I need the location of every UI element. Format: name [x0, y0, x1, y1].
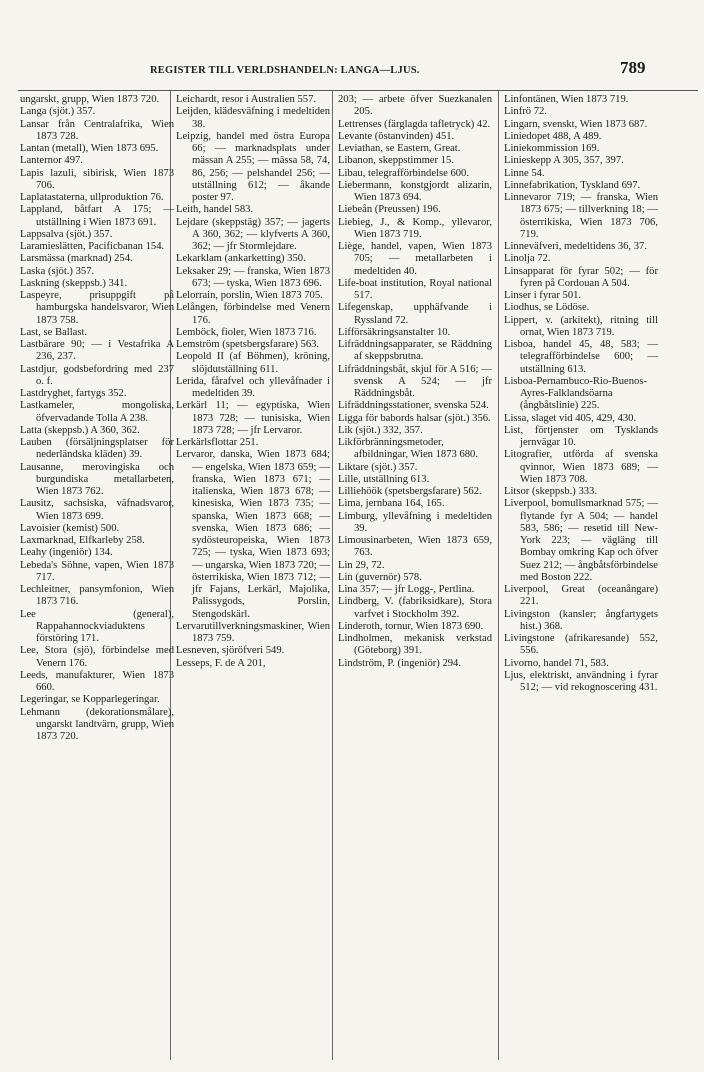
- index-entry: Lindholmen, mekanisk verkstad (Göteborg) 391.: [338, 633, 492, 657]
- page-number: 789: [620, 58, 646, 77]
- index-entry: Libau, telegrafförbindelse 600.: [338, 167, 470, 179]
- index-entry: Lanternor 497.: [20, 155, 83, 167]
- index-entry: Linser i fyrar 501.: [504, 290, 582, 301]
- index-entry: Laramieslätten, Pacificbanan 154.: [20, 241, 165, 252]
- index-entry: Lemström (spetsbergsfarare) 563.: [176, 339, 320, 350]
- index-entry: Liebermann, konstgjordt alizarin, Wien 1873 694.: [338, 179, 492, 203]
- index-entry: Lettrenses (färglagda tafletryck) 42.: [338, 118, 491, 130]
- index-entry: Lavoisier (kemist) 500.: [20, 522, 120, 534]
- index-entry: Laxmarknad, Elfkarleby 258.: [20, 535, 145, 546]
- index-entry: Lippert, v. (arkitekt), ritning till ornat, Wien 1873 719.: [504, 314, 658, 338]
- index-entry: Linsapparat för fyrar 502; — för fyren på Cordouan A 504.: [504, 265, 658, 289]
- column-rule: [332, 90, 333, 1060]
- index-entry: Lisboa-Pernambuco-Rio-Buenos-Ayres-Falklandsöarna (ångbåtslinie) 225.: [504, 375, 647, 412]
- index-entry: Latta (skeppsb.) A 360, 362.: [20, 424, 140, 436]
- index-entry: Laskning (skeppsb.) 341.: [20, 277, 128, 289]
- index-entry: Laska (sjöt.) 357.: [20, 265, 95, 277]
- index-entry: Lima, jernbana 164, 165.: [338, 498, 445, 510]
- index-entry: Lina 357; — jfr Logg-, Pertlina.: [338, 584, 475, 595]
- index-entry: Leith, handel 583.: [176, 204, 254, 216]
- index-entry: Livingston (kansler; ångfartygets hist.) 368.: [504, 608, 658, 632]
- index-entry: Leeds, manufakturer, Wien 1873 660.: [20, 669, 174, 693]
- index-column-2: [176, 94, 330, 670]
- index-entry: Laplatastaterna, ullproduktion 76.: [20, 192, 164, 203]
- index-entry: Liebeån (Preussen) 196.: [338, 204, 441, 216]
- index-entry: Liodhus, se Lödöse.: [504, 302, 590, 314]
- index-column-1: [20, 94, 174, 743]
- index-entry: Leipzig, handel med östra Europa 66; — marknadsplats under mässan A 255; — mässa 58, 74, 86, 256; — pelshandel 256; — utställning 612; — åkande poster 97.: [176, 130, 330, 203]
- index-entry: Linieskepp A 305, 357, 397.: [504, 155, 624, 167]
- index-entry: Lervarutillverkningsmaskiner, Wien 1873 759.: [176, 620, 330, 644]
- index-entry: Lansar från Centralafrika, Wien 1873 728.: [20, 118, 174, 142]
- index-entry: Liebieg, J., & Komp., yllevaror, Wien 1873 719.: [338, 216, 492, 240]
- index-entry: Likförbränningsmetoder, afbildningar, Wien 1873 680.: [338, 437, 478, 461]
- index-entry: Liverpool, Great (oceanångare) 221.: [504, 584, 658, 608]
- index-entry: Lappsalva (sjöt.) 357.: [20, 228, 113, 240]
- index-entry: Lissa, slaget vid 405, 429, 430.: [504, 412, 637, 424]
- index-entry: Liverpool, bomullsmarknad 575; — flytande fyr A 504; — handel 583, 586; — resetid till New-York 223; — vägläng till Bombay omkring Kap och öfver Suez 212; — ångbåtsförbindelse med Boston 222.: [504, 498, 658, 583]
- index-column-4: [504, 94, 658, 694]
- header-rule: [18, 90, 698, 91]
- column-rule: [498, 90, 499, 1060]
- index-entry: Lik (sjöt.) 332, 357.: [338, 424, 423, 436]
- index-entry: Liège, handel, vapen, Wien 1873 705; — metallarbeten i medeltiden 40.: [338, 241, 492, 277]
- index-column-3: [338, 94, 492, 670]
- index-entry: Linne 54.: [504, 167, 545, 179]
- index-entry: Linderoth, tornur, Wien 1873 690.: [338, 620, 484, 632]
- index-entry: Lindberg, V. (fabriksidkare), Stora varfvet i Stockholm 392.: [338, 596, 492, 620]
- index-entry: Linnefabrikation, Tyskland 697.: [504, 179, 641, 191]
- index-entry: Last, se Ballast.: [20, 326, 88, 338]
- index-entry: Lindström, P. (ingeniör) 294.: [338, 657, 461, 669]
- index-entry: Lin 29, 72.: [338, 559, 385, 571]
- index-entry: List, förtjenster om Tysklands jernvägar 10.: [504, 424, 658, 448]
- index-entry: Lifräddningsstationer, svenska 524.: [338, 400, 489, 412]
- index-entry: Lerkärl 11; — egyptiska, Wien 1873 728; — tunisiska, Wien 1873 728; — jfr Lervaror.: [176, 400, 330, 436]
- index-entry: 203; — arbete öfver Suezkanalen 205.: [338, 94, 492, 118]
- index-entry: Linnevaror 719; — franska, Wien 1873 675; — tillverkning 18; — österrikiska, Wien 1873 706, 719.: [504, 192, 658, 240]
- index-entry: Linolja 72.: [504, 253, 551, 265]
- running-head: REGISTER TILL VERLDSHANDELN: LANGA—LJUS.: [150, 65, 420, 76]
- index-entry: Lastdryghet, fartygs 352.: [20, 388, 127, 399]
- index-entry: Lekarklam (ankarketting) 350.: [176, 253, 306, 265]
- index-entry: Lastbärare 90; — i Vestafrika A 236, 237.: [20, 339, 174, 363]
- index-entry: Livorno, handel 71, 583.: [504, 657, 609, 669]
- index-entry: Lastkameler, mongoliska, öfvervadande Tolla A 238.: [20, 400, 174, 424]
- index-entry: Lauben (försäljningsplatser för nederländska kläden) 39.: [20, 437, 174, 461]
- index-entry: Litsor (skeppsb.) 333.: [504, 486, 597, 497]
- index-entry: Limburg, yllevåfning i medeltiden 39.: [338, 510, 492, 534]
- index-entry: Linfontänen, Wien 1873 719.: [504, 94, 629, 105]
- index-entry: Levante (östanvinden) 451.: [338, 130, 455, 142]
- index-entry: Lausanne, merovingiska och burgundiska metallarbeten, Wien 1873 762.: [20, 461, 174, 497]
- index-entry: Lee (general), Rappahannockviaduktens förstöring 171.: [20, 608, 174, 644]
- index-entry: Lisboa, handel 45, 48, 583; — telegrafförbindelse 600; — utställning 613.: [504, 339, 658, 375]
- index-entry: Lifegenskap, upphäfvande i Ryssland 72.: [338, 302, 492, 326]
- index-entry: Liniekommission 169.: [504, 143, 600, 154]
- index-entry: Lehmann (dekorationsmålare), ungarskt landtvärn, grupp, Wien 1873 720.: [20, 706, 174, 742]
- index-entry: Lifräddningsapparater, se Räddning af skeppsbrutna.: [338, 339, 492, 363]
- index-entry: Liniedopet 488, A 489.: [504, 130, 602, 142]
- index-entry: Lille, utställning 613.: [338, 473, 430, 485]
- index-entry: Litografier, utförda af svenska qvinnor, Wien 1873 689; — Wien 1873 708.: [504, 449, 658, 485]
- index-entry: Livingstone (afrikaresande) 552, 556.: [504, 633, 658, 657]
- index-entry: ungarskt, grupp, Wien 1873 720.: [20, 94, 160, 105]
- index-entry: Langa (sjöt.) 357.: [20, 106, 96, 118]
- index-entry: Linfrö 72.: [504, 106, 547, 118]
- index-entry: Lappland, båtfart A 175; — utställning i Wien 1873 691.: [20, 204, 174, 228]
- index-entry: Lerida, fårafvel och yllevåfnader i medeltiden 39.: [176, 375, 330, 399]
- page-header: [0, 58, 704, 84]
- index-entry: Limousinarbeten, Wien 1873 659, 763.: [338, 535, 492, 559]
- index-entry: Lapis lazuli, sibirisk, Wien 1873 706.: [20, 167, 174, 191]
- index-entry: Lechleitner, pansymfonion, Wien 1873 716.: [20, 584, 174, 608]
- index-entry: Lelången, förbindelse med Venern 176.: [176, 302, 330, 326]
- index-entry: Life-boat institution, Royal national 517.: [338, 277, 492, 301]
- index-entry: Lemböck, fioler, Wien 1873 716.: [176, 326, 317, 338]
- index-entry: Lesneven, sjöröfveri 549.: [176, 645, 285, 657]
- index-columns: [18, 90, 698, 1065]
- index-entry: Lejdare (skeppstäg) 357; — jagerts A 360, 362; — klyfverts A 360, 362; — jfr Stormlejdare.: [176, 216, 330, 252]
- index-entry: Legeringar, se Kopparlegeringar.: [20, 694, 160, 706]
- index-entry: Lantan (metall), Wien 1873 695.: [20, 143, 159, 154]
- index-entry: Leahy (ingeniör) 134.: [20, 547, 113, 559]
- index-entry: Leksaker 29; — franska, Wien 1873 673; — tyska, Wien 1873 696.: [176, 265, 330, 289]
- index-entry: Libanon, skeppstimmer 15.: [338, 155, 454, 167]
- index-entry: Lesseps, F. de A 201,: [176, 657, 266, 669]
- index-entry: Lebeda's Söhne, vapen, Wien 1873 717.: [20, 559, 174, 583]
- index-entry: Lerkärlsflottar 251.: [176, 437, 259, 448]
- index-entry: Leijden, klädesväfning i medeltiden 38.: [176, 106, 330, 130]
- index-entry: Linneväfveri, medeltidens 36, 37.: [504, 241, 647, 252]
- index-entry: Laspeyre, prisuppgift på hamburgska handelsvaror, Wien 1873 758.: [20, 290, 174, 326]
- index-entry: Lin (guvernör) 578.: [338, 571, 422, 583]
- index-entry: Lastdjur, godsbefordring med 237 o. f.: [20, 363, 174, 387]
- index-entry: Lilliehöök (spetsbergsfarare) 562.: [338, 486, 482, 497]
- index-entry: Lelorrain, porslin, Wien 1873 705.: [176, 290, 323, 301]
- index-entry: Lausitz, sachsiska, väfnadsvaror, Wien 1873 699.: [20, 498, 174, 522]
- index-entry: Lingarn, svenskt, Wien 1873 687.: [504, 118, 648, 130]
- index-entry: Larsmässa (marknad) 254.: [20, 253, 133, 265]
- index-entry: Liktare (sjöt.) 357.: [338, 461, 418, 473]
- index-entry: Lervaror, danska, Wien 1873 684; — engelska, Wien 1873 659; — franska, Wien 1873 671; — italienska, Wien 1873 678; — kinesiska, Wien 1873 735; — spanska, Wien 1873 668; — svenska, Wien 1873 686; — sydösteuropeiska, Wien 1873 725; — tyska, Wien 1873 693; — ungarska, Wien 1873 720; — österrikiska, Wien 1873 712; — jfr Fajans, Lerkärl, Majolika, Palissygods, Porslin, Stengodskärl.: [176, 449, 330, 620]
- index-entry: Lee, Stora (sjö), förbindelse med Venern 176.: [20, 645, 174, 669]
- index-entry: Lifräddningsbåt, skjul för A 516; — svensk A 524; — jfr Räddningsbåt.: [338, 363, 492, 399]
- index-entry: Leopold II (af Böhmen), kröning, slöjdutställning 611.: [176, 351, 330, 375]
- index-entry: Ljus, elektriskt, användning i fyrar 512; — vid rekognoscering 431.: [504, 669, 658, 693]
- index-entry: Ligga för babords halsar (sjöt.) 356.: [338, 412, 491, 424]
- index-entry: Lifförsäkringsanstalter 10.: [338, 326, 451, 338]
- index-entry: Leviathan, se Eastern, Great.: [338, 143, 461, 154]
- index-entry: Leichardt, resor i Australien 557.: [176, 94, 317, 105]
